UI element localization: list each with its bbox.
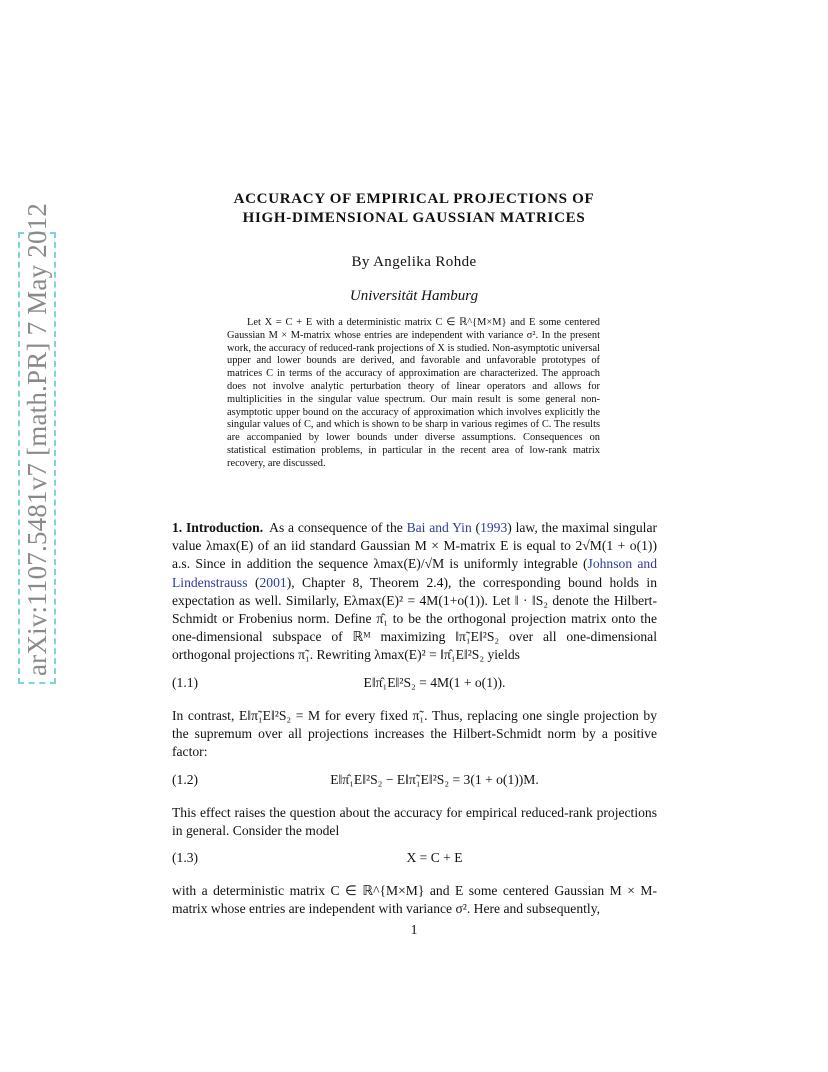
equation-1-2 — [172, 772, 657, 792]
citation-year-2001[interactable]: 2001 — [259, 574, 287, 590]
section-heading: 1. Introduction. — [172, 520, 264, 535]
affiliation: Universität Hamburg — [349, 288, 479, 304]
equation-1-3 — [172, 850, 657, 870]
citation-bai-yin[interactable]: Bai and Yin — [406, 520, 472, 535]
arxiv-stamp: arXiv:1107.5481v7 [math.PR] 7 May 2012 — [22, 202, 52, 676]
paragraph-2: In contrast, E‖π̃₁E‖²S₂ = M for every fixed π̃₁. Thus, replacing one single projection by the supremum over all projections increases the Hilbert-Schmidt norm by a positive factor: — [172, 708, 657, 760]
page-number: 1 — [410, 922, 418, 937]
equation-body: E‖π̂₁E‖²S₂ = 4M(1 + o(1)). — [363, 675, 506, 690]
equation-body: E‖π̂₁E‖²S₂ − E‖π̃₁E‖²S₂ = 3(1 + o(1))M. — [330, 772, 539, 787]
intro-text-b: law, the maximal singular value λmax(E) of an iid standard Gaussian M × M-matrix E is equal to 2√M(1 + o(1)) a.s. Since in addition the sequence λmax(E)/√M is uniformly integrable ( — [172, 520, 658, 572]
intro-paragraph: 1. Introduction. As a consequence of the Bai and Yin (1993) law, the maximal singular value λmax(E) of an iid standard Gaussian M × M-matrix E is equal to 2√M(1 + o(1)) a.s. Since in addition the sequence λmax(E)/√M is uniformly integrable (Johnson and Lindenstrauss (2001), Chapter 8, Theorem 2.4), the corresponding bound holds in expectation as well. Similarly, Eλmax(E)² = 4M(1+o(1)). Let ‖ · ‖S₂ denote the Hilbert-Schmidt or Frobenius norm. Define π̂₁ to be the orthogonal projection matrix onto the one-dimensional subspace of ℝᴹ maximizing ‖π̃₁E‖²S₂ over all one-dimensional orthogonal projections π̃₁. Rewriting λmax(E)² = ‖π̂₁E‖²S₂ yields — [172, 520, 658, 663]
equation-number: (1.3) — [172, 850, 199, 865]
citation-year-1993[interactable]: 1993 — [480, 520, 508, 535]
equation-number: (1.2) — [172, 772, 199, 787]
paragraph-3: This effect raises the question about the accuracy for empirical reduced-rank projections in general. Consider the model — [172, 805, 657, 839]
equation-1-1 — [172, 675, 657, 695]
paper-title-line-1: ACCURACY OF EMPIRICAL PROJECTIONS OF — [233, 191, 595, 207]
author: By Angelika Rohde — [351, 254, 477, 270]
equation-number: (1.1) — [172, 675, 199, 690]
intro-text-c: ), Chapter 8, Theorem 2.4), the corresponding bound holds in expectation as well. Similarly, Eλmax(E)² = 4M(1+o(1)). Let ‖ · ‖S₂ denote the Hilbert-Schmidt or Frobenius norm. Define π̂₁ to be the orthogonal projection matrix onto the one-dimensional subspace of ℝᴹ maximizing ‖π̃₁E‖²S₂ over all one-dimensional orthogonal projections π̃₁. Rewriting λmax(E)² = ‖π̂₁E‖²S₂ yields — [172, 574, 657, 663]
equation-body: X = C + E — [406, 850, 463, 865]
abstract: Let X = C + E with a deterministic matrix C ∈ ℝ^{M×M} and E some centered Gaussian M × M-matrix whose entries are independent with variance σ². In the present work, the accuracy of reduced-rank projections of X is studied. Non-asymptotic universal upper and lower bounds are derived, and favorable and unfavorable prototypes of matrices C in terms of the accuracy of approximation are characterized. The approach does not involve analytic perturbation theory of linear operators and allows for multiplicities in the singular value spectrum. Our main result is some general non-asymptotic upper bound on the accuracy of approximation which involves explicitly the singular values of C, and which is shown to be sharp in various regimes of C. The results are accompanied by lower bounds under diverse assumptions. Consequences on statistical estimation problems, in particular in the recent area of low-rank matrix recovery, are discussed. — [227, 317, 600, 469]
citation-johnson-lindenstrauss[interactable]: Johnson and Lindenstrauss — [172, 556, 658, 590]
intro-text-a: As a consequence of the — [269, 520, 407, 535]
paragraph-4: with a deterministic matrix C ∈ ℝ^{M×M} and E some centered Gaussian M × M-matrix whose entries are independent with variance σ². Here and subsequently, — [172, 883, 657, 917]
paper-title-line-2: HIGH-DIMENSIONAL GAUSSIAN MATRICES — [242, 210, 586, 226]
